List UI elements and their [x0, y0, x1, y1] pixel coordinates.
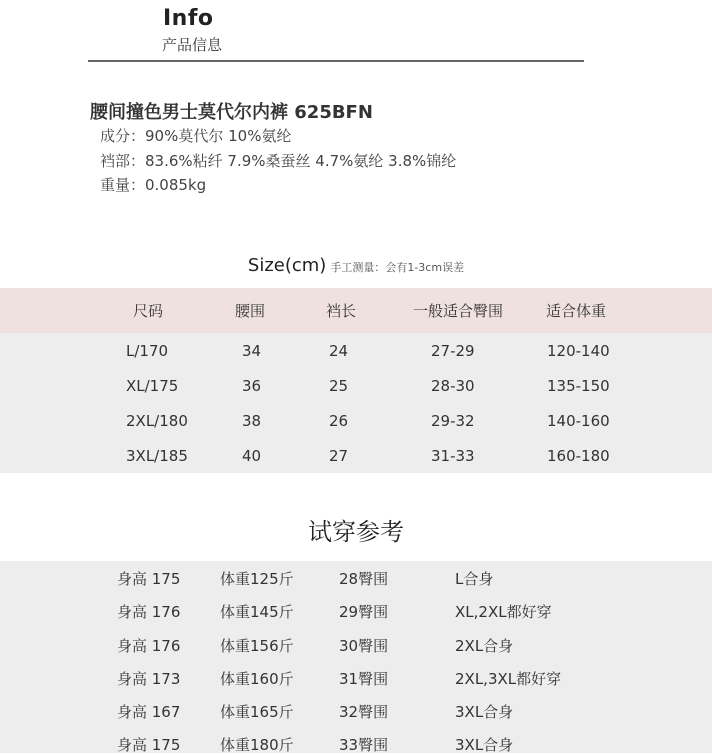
cell-waist: 40 — [242, 447, 262, 465]
cell-hip: 29-32 — [431, 412, 475, 430]
try-weight: 体重125斤 — [220, 570, 294, 588]
info-title: Info — [163, 6, 214, 31]
cell-hip: 31-33 — [431, 447, 475, 465]
cell-weight: 135-150 — [547, 377, 610, 395]
cell-hip: 27-29 — [431, 342, 475, 360]
try-on-title: 试穿参考 — [308, 518, 404, 546]
cell-waist: 38 — [242, 412, 262, 430]
cell-size: 2XL/180 — [126, 412, 188, 430]
size-chart-title — [0, 255, 712, 276]
try-weight: 体重180斤 — [220, 736, 294, 754]
cell-size: L/170 — [126, 342, 169, 360]
try-hip: 32臀围 — [339, 703, 389, 721]
header-weight: 适合体重 — [546, 302, 607, 320]
try-height: 身高 176 — [117, 603, 181, 621]
header-waist: 腰围 — [235, 302, 266, 320]
cell-size: XL/175 — [126, 377, 179, 395]
try-fit: 3XL合身 — [455, 736, 514, 754]
cell-weight: 140-160 — [547, 412, 610, 430]
cell-weight: 160-180 — [547, 447, 610, 465]
try-fit: 3XL合身 — [455, 703, 514, 721]
try-hip: 29臀围 — [339, 603, 389, 621]
try-fit: 2XL合身 — [455, 637, 514, 655]
try-height: 身高 175 — [117, 570, 181, 588]
try-height: 身高 173 — [117, 670, 181, 688]
try-height: 身高 167 — [117, 703, 181, 721]
cell-rise: 24 — [329, 342, 349, 360]
size-chart-note: 手工测量：会有1-3cm误差 — [330, 261, 465, 274]
try-on-table — [0, 561, 712, 753]
cell-weight: 120-140 — [547, 342, 610, 360]
header-rise: 裆长 — [326, 302, 357, 320]
product-composition: 成分：90%莫代尔 10%氨纶 — [100, 127, 292, 145]
cell-size: 3XL/185 — [126, 447, 188, 465]
cell-waist: 36 — [242, 377, 262, 395]
header-hip: 一般适合臀围 — [413, 302, 504, 320]
try-height: 身高 176 — [117, 637, 181, 655]
cell-rise: 25 — [329, 377, 349, 395]
try-weight: 体重165斤 — [220, 703, 294, 721]
try-hip: 31臀围 — [339, 670, 389, 688]
try-hip: 33臀围 — [339, 736, 389, 754]
try-fit: XL,2XL都好穿 — [455, 603, 552, 621]
product-crotch-composition: 裆部：83.6%粘纤 7.9%桑蚕丝 4.7%氨纶 3.8%锦纶 — [100, 152, 457, 170]
size-table-body — [0, 333, 712, 473]
product-name: 腰间撞色男士莫代尔内裤 625BFN — [90, 102, 373, 123]
try-weight: 体重160斤 — [220, 670, 294, 688]
cell-rise: 27 — [329, 447, 349, 465]
cell-hip: 28-30 — [431, 377, 475, 395]
try-hip: 30臀围 — [339, 637, 389, 655]
info-divider — [88, 60, 584, 62]
size-chart-title-text: Size(cm) — [247, 255, 327, 276]
try-fit: L合身 — [455, 570, 494, 588]
info-subtitle: 产品信息 — [162, 36, 223, 54]
try-fit: 2XL,3XL都好穿 — [455, 670, 562, 688]
try-weight: 体重145斤 — [220, 603, 294, 621]
try-height: 身高 175 — [117, 736, 181, 754]
size-table-header — [0, 288, 712, 333]
cell-rise: 26 — [329, 412, 349, 430]
product-weight: 重量：0.085kg — [100, 176, 207, 194]
cell-waist: 34 — [242, 342, 262, 360]
header-size: 尺码 — [133, 302, 164, 320]
try-hip: 28臀围 — [339, 570, 389, 588]
try-weight: 体重156斤 — [220, 637, 294, 655]
